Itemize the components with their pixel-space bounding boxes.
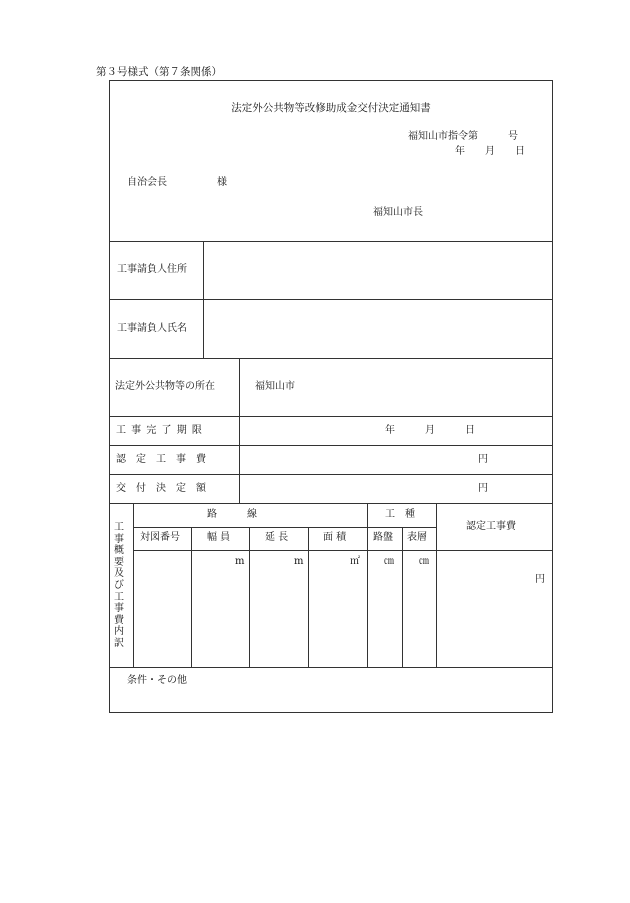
column-divider bbox=[367, 503, 368, 667]
approved-cost-label: 認 定 工 事 費 bbox=[116, 454, 206, 465]
issuer: 福知山市長 bbox=[373, 207, 423, 218]
column-width: 幅 員 bbox=[207, 532, 231, 543]
divider bbox=[109, 299, 553, 300]
column-area: 面 積 bbox=[323, 532, 347, 543]
document-title: 法定外公共物等改修助成金交付決定通知書 bbox=[231, 102, 431, 114]
addressee: 自治会長 様 bbox=[127, 177, 227, 188]
form-frame bbox=[109, 80, 553, 713]
column-divider bbox=[402, 527, 403, 667]
divider bbox=[133, 527, 436, 528]
route-header: 路 線 bbox=[207, 509, 257, 520]
grant-amount-unit: 円 bbox=[478, 483, 488, 494]
approved-cost-header: 認定工事費 bbox=[466, 521, 516, 532]
divider bbox=[109, 241, 553, 242]
location-label: 法定外公共物等の所在 bbox=[115, 381, 215, 392]
column-roadbed: 路盤 bbox=[373, 532, 393, 543]
divider bbox=[109, 358, 553, 359]
document-number: 福知山市指令第 号 bbox=[408, 131, 518, 142]
approved-cost-unit: 円 bbox=[478, 454, 488, 465]
work-type-header: 工 種 bbox=[385, 509, 415, 520]
divider bbox=[109, 445, 553, 446]
column-divider bbox=[239, 358, 240, 503]
divider bbox=[109, 416, 553, 417]
column-divider bbox=[133, 503, 134, 667]
column-divider bbox=[308, 527, 309, 667]
form-number: 第３号様式（第７条関係） bbox=[96, 66, 222, 78]
column-map-number: 対図番号 bbox=[140, 532, 180, 543]
column-divider bbox=[436, 503, 437, 667]
divider bbox=[109, 474, 553, 475]
column-divider bbox=[203, 241, 204, 358]
column-length: 延 長 bbox=[265, 532, 289, 543]
unit-roadbed: ㎝ bbox=[384, 556, 394, 567]
column-divider bbox=[191, 527, 192, 667]
issue-date: 年 月 日 bbox=[455, 146, 525, 157]
unit-cost: 円 bbox=[535, 574, 545, 585]
completion-deadline-value: 年 月 日 bbox=[385, 425, 475, 436]
conditions-label: 条件・その他 bbox=[127, 675, 187, 686]
unit-area: ㎡ bbox=[350, 556, 360, 567]
divider bbox=[133, 550, 553, 551]
contractor-name-label: 工事請負人氏名 bbox=[117, 323, 187, 334]
column-surface: 表層 bbox=[407, 532, 427, 543]
completion-deadline-label: 工 事 完 了 期 限 bbox=[116, 425, 203, 436]
divider bbox=[109, 503, 553, 504]
column-divider bbox=[249, 527, 250, 667]
location-value: 福知山市 bbox=[255, 381, 295, 392]
unit-length: m bbox=[294, 556, 304, 567]
unit-surface: ㎝ bbox=[419, 556, 429, 567]
unit-width: m bbox=[235, 556, 245, 567]
grant-amount-label: 交 付 決 定 額 bbox=[116, 483, 206, 494]
divider bbox=[109, 667, 553, 668]
contractor-address-label: 工事請負人住所 bbox=[117, 264, 187, 275]
breakdown-side-label: 工事概要及び工事費内訳 bbox=[114, 522, 124, 649]
